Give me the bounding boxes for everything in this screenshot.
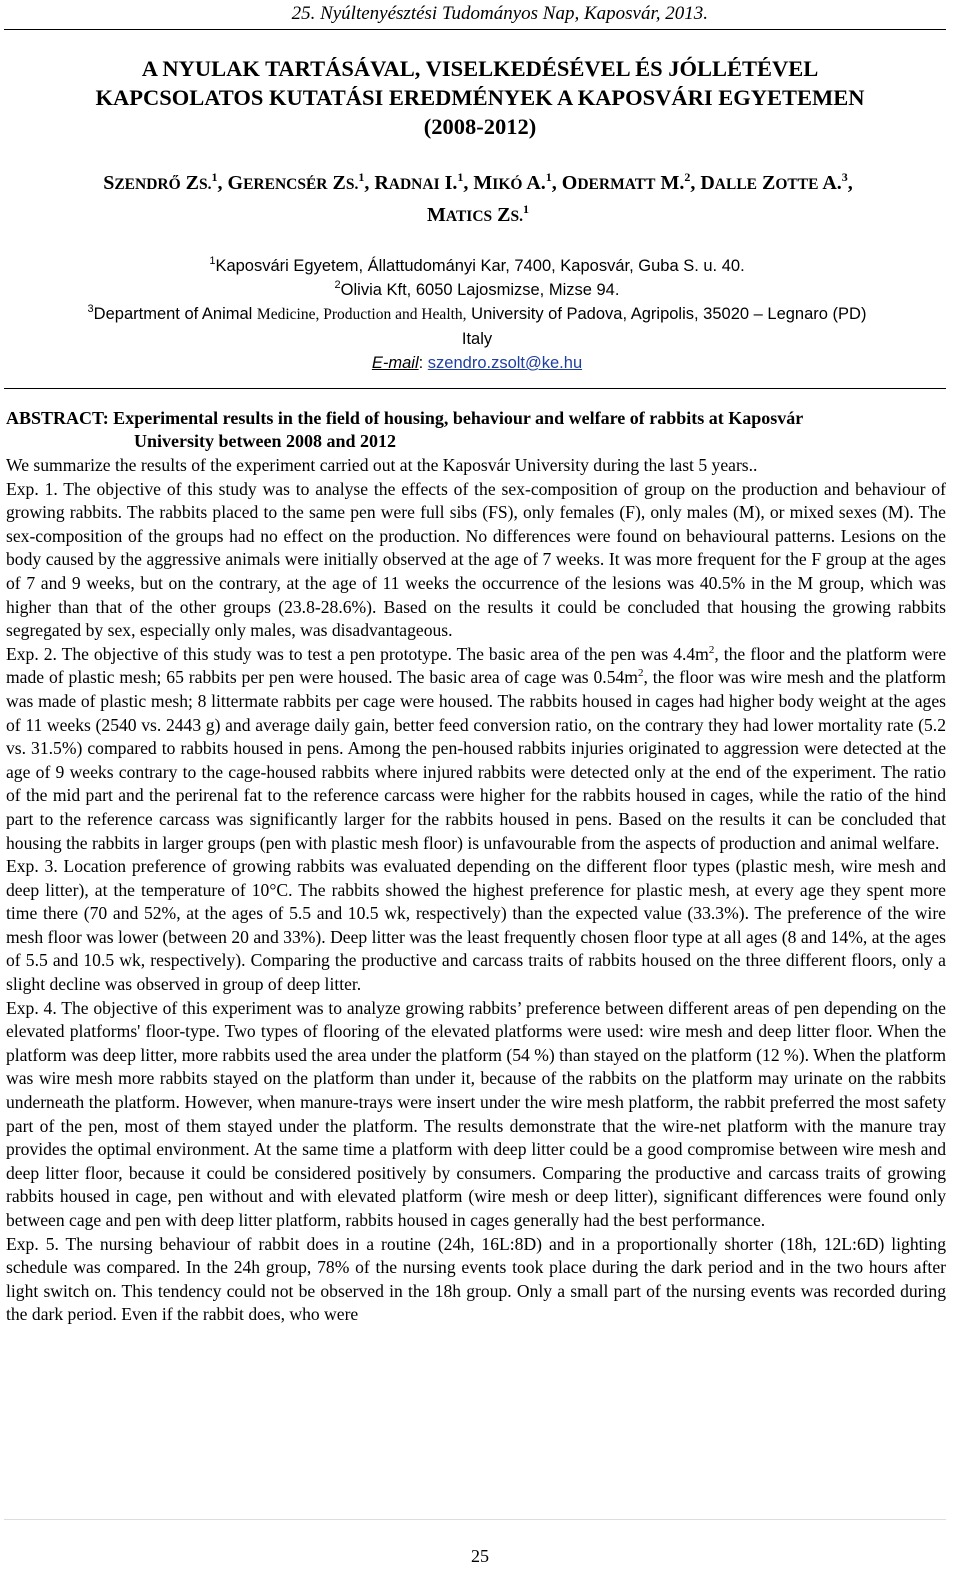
title-line: KAPCSOLATOS KUTATÁSI EREDMÉNYEK A KAPOSVÁRI EGYETEMEN [95, 85, 865, 110]
running-header: 25. Nyúltenyésztési Tudományos Nap, Kaposvár, 2013. [291, 3, 708, 24]
exp2-paragraph: Exp. 2. The objective of this study was to test a pen prototype. The basic area of the pen was $4.4m^2$, the floor and the platform were made of plastic mesh; 65 rabbits per pen were housed. The basic area of cage was $0.54m^2$, the floor was wire mesh and the platform was made of plastic mesh; 8 littermate rabbits per cage were housed. The rabbits housed in cages had higher body weight at the ages of 11 weeks (2540 vs. 2443 g) and average daily gain, better feed conversion ratio, on the contrary they had lower mortality rate (5.2 vs. 31.5%) compared to rabbits housed in pens. Among the pen-housed rabbits injuries originated to aggression were detected at the age of 9 weeks contrary to the cage-housed rabbits where injured rabbits were detected only at the end of the experiment. The ratio of the mid part and the perirenal fat to the reference carcass were higher for the rabbits housed in cages, while the ratio of the hind part to the reference carcass was significantly larger for the rabbits housed in pens. Based on the results it can be concluded that housing the rabbits in larger groups (pen with plastic mesh floor) is unfavourable from the aspects of production and animal welfare. [6, 643, 946, 853]
affiliation-1: $^1$Kaposvári Egyetem, Állattudományi Kar, 7400, Kaposvár, Guba S. u. 40. [209, 255, 745, 275]
exp3-paragraph: Exp. 3. Location preference of growing rabbits was evaluated depending on the different floor types (plastic mesh, wire mesh and deep litter), at the temperature of 10°C. The rabbits showed the highest preference for plastic mesh, at every age they spent more time there (70 and 52%, at the ages of 5.5 and 10.5 wk, respectively) than the expected value (33.3%). The preference of the wire mesh floor was lower (between 20 and 33%). Deep litter was the least frequently chosen floor type at all ages (8 and 14%, at the ages of 5.5 and 10.5 wk, respectively). Comparing the productive and carcass traits of rabbits housed on the three different floors, only a slight decline was observed in group of deep litter. [6, 856, 946, 995]
affiliation-marker: 3 [841, 170, 848, 184]
abstract-rule [4, 388, 946, 389]
affiliation-marker: 2 [684, 170, 691, 184]
author: SZENDRŐ ZS.$^1$, [103, 170, 228, 194]
page-number: 25 [471, 1546, 489, 1566]
email-label: E-mail [371, 354, 419, 372]
author: ODERMATT M.$^2$, [561, 170, 701, 194]
email-line: E-mail: szendro.zsolt@ke.hu [371, 354, 583, 372]
title-line: A NYULAK TARTÁSÁVAL, VISELKEDÉSÉVEL ÉS JÓLLÉTÉVEL [141, 56, 819, 81]
author: DALLE ZOTTE A.$^3$, [700, 170, 853, 194]
affiliation-marker: 1 [457, 170, 464, 184]
abstract-intro: We summarize the results of the experiment carried out at the Kaposvár University during the last 5 years.. [6, 455, 758, 475]
author: GERENCSÉR ZS.$^1$, [227, 170, 375, 194]
header-rule [4, 29, 946, 30]
exp5-paragraph: Exp. 5. The nursing behaviour of rabbit does in a routine (24h, 16L:8D) and in a proportionally shorter (18h, 12L:6D) lighting schedule was compared. In the 24h group, 78% of the nursing events took place during the dark period and in the two hours after light switch on. This tendency could not be observed in the 18h group. Only a small part of the nursing events was recorded during the dark period. Even if the rabbit does, who were [6, 1233, 946, 1325]
affiliations [4, 254, 950, 375]
affiliation-marker: 1 [211, 170, 218, 184]
email-link[interactable]: szendro.zsolt@ke.hu [427, 354, 583, 372]
abstract-body [6, 454, 946, 1327]
author-list [4, 168, 952, 232]
footer-rule [4, 1519, 946, 1520]
affiliation-2: $^2$Olivia Kft, 6050 Lajosmizse, Mizse 94. [334, 279, 620, 299]
abstract-title [6, 407, 946, 453]
author-line-1 [4, 168, 952, 200]
paper-title [0, 54, 960, 141]
exp4-paragraph: Exp. 4. The objective of this experiment was to analyze growing rabbits’ preference between different areas of pen depending on the elevated platforms' floor-type. Two types of flooring of the elevated platforms were used: wire mesh and deep litter floor. When the platform was deep litter, more rabbits used the area under the platform (54 %) than stayed on the platform (12 %). When the platform was wire mesh more rabbits stayed on the platform than under it, because of the rabbits on the platform may urinate on the rabbits underneath the platform. However, when manure-trays were insert under the wire mesh platform, the rabbit preferred the most safety part of the pen, most of them stayed under the platform. The results demonstrate that the wire-net platform with the manure tray provides the optimal environment. At the same time a platform with deep litter could be a good compromise between wire mesh and deep litter floor, because it could be considered positively by consumers. Comparing the productive and carcass traits of growing rabbits housed in cage, pen without and with elevated platform (wire mesh or deep litter), significant differences were found only between cage and pen with deep litter platform, rabbits housed in cages generally had the best performance. [6, 997, 946, 1230]
affiliation-marker: 1 [545, 170, 552, 184]
author: MATICS ZS.$^1$ [427, 202, 529, 226]
title-line: (2008-2012) [423, 114, 537, 139]
author-line-2 [4, 200, 952, 232]
affiliation-marker: 1 [522, 202, 529, 216]
author: RADNAI I.$^1$, [374, 170, 474, 194]
affiliation-marker: 1 [358, 170, 365, 184]
affiliation-3-country: Italy [461, 330, 493, 348]
affiliation-3: $^3$Department of Animal Medicine, Production and Health, University of Padova, Agripolis, 35020 – Legnaro (PD) [87, 303, 867, 323]
exp1-paragraph: Exp. 1. The objective of this study was to analyse the effects of the sex-composition of group on the production and behaviour of growing rabbits. The rabbits placed to the same pen were full sibs (FS), only females (F), only males (M), or mixed sexes (M). The sex-composition of the groups had no effect on the production. No differences were found on behavioural patterns. Lesions on the body caused by the aggressive animals were initially observed at the age of 7 weeks. It was more frequent for the F group at the ages of 7 and 9 weeks, but on the contrary, at the age of 11 weeks the occurrence of the lesions was 40.5% in the M group, which was higher than that of the other groups (23.8-28.6%). Based on the results it could be concluded that housing the growing rabbits segregated by sex, especially only males, was disadvantageous. [6, 478, 946, 641]
abstract-title-line: University between 2008 and 2012 [134, 431, 396, 451]
author: MIKÓ A.$^1$, [473, 170, 562, 194]
abstract-title-line: ABSTRACT: Experimental results in the field of housing, behaviour and welfare of rabbits at Kaposvár [6, 408, 804, 428]
